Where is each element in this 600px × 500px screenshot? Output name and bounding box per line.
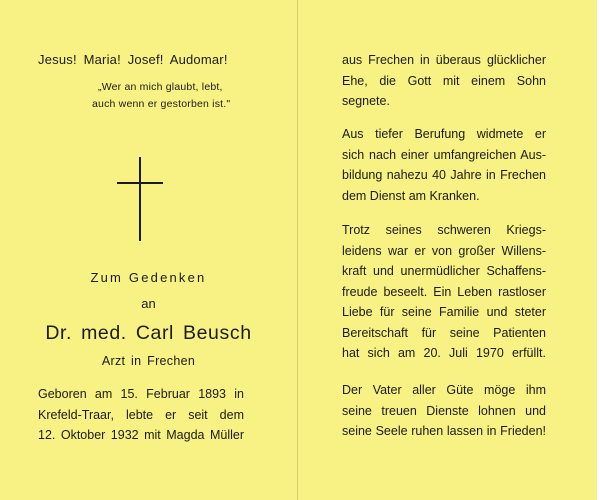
paragraph-life <box>342 220 546 364</box>
biography-paragraph <box>38 384 244 446</box>
paragraph-line: seine treuen Dienste lohnen und <box>342 403 546 418</box>
right-panel <box>298 0 597 500</box>
invocation-line: Jesus! Maria! Josef! Audomar! <box>38 52 228 67</box>
left-panel <box>0 0 297 500</box>
biography-line: Geboren am 15. Februar 1893 in <box>38 387 244 401</box>
paragraph-line: Aus tiefer Berufung widmete er <box>342 127 546 141</box>
paragraph-line: aus Frechen in überaus glücklicher <box>342 53 546 67</box>
deceased-name: Dr. med. Carl Beusch <box>45 322 252 344</box>
paragraph-line: Ehe, die Gott mit einem Sohn <box>342 73 546 88</box>
paragraph-line: Der Vater aller Güte möge ihm <box>342 383 546 397</box>
cross-horizontal-bar <box>117 182 163 184</box>
paragraph-line: kraft und unermüdlicher Schaffens- <box>342 264 546 278</box>
scripture-quote-line-1: „Wer an mich glaubt, lebt, <box>98 81 223 93</box>
paragraph-vocation <box>342 124 546 206</box>
paragraph-line: bildung nahezu 40 Jahre in Frechen <box>342 168 546 182</box>
paragraph-line: segnete. <box>342 94 390 108</box>
memorial-heading: Zum Gedenken <box>90 270 207 285</box>
scripture-quote-line-2: auch wenn er gestorben ist." <box>92 98 231 110</box>
paragraph-line: Trotz seines schweren Kriegs- <box>342 223 546 237</box>
latin-cross-icon <box>117 157 163 241</box>
paragraph-marriage <box>342 50 546 112</box>
paragraph-line: Bereitschaft für seine Patienten <box>342 325 546 340</box>
paragraph-line: sich nach einer umfangreichen Aus- <box>342 147 546 162</box>
memorial-an: an <box>141 296 156 311</box>
biography-line: 12. Oktober 1932 mit Magda Müller <box>38 428 244 442</box>
deceased-profession: Arzt in Frechen <box>101 354 196 368</box>
paragraph-line: freude beseelt. Ein Leben rastloser <box>342 284 546 299</box>
paragraph-line: dem Dienst am Kranken. <box>342 188 480 203</box>
cross-vertical-bar <box>139 157 141 241</box>
paragraph-line: leidens war er von großer Willens- <box>342 243 546 258</box>
biography-line: Krefeld-Traar, lebte er seit dem <box>38 407 244 422</box>
paragraph-line: seine Seele ruhen lassen in Frieden! <box>342 424 546 438</box>
paragraph-line: hat sich am 20. Juli 1970 erfüllt. <box>342 346 546 360</box>
paragraph-line: Liebe für seine Familie und steter <box>342 305 546 319</box>
paragraph-prayer <box>342 380 546 442</box>
